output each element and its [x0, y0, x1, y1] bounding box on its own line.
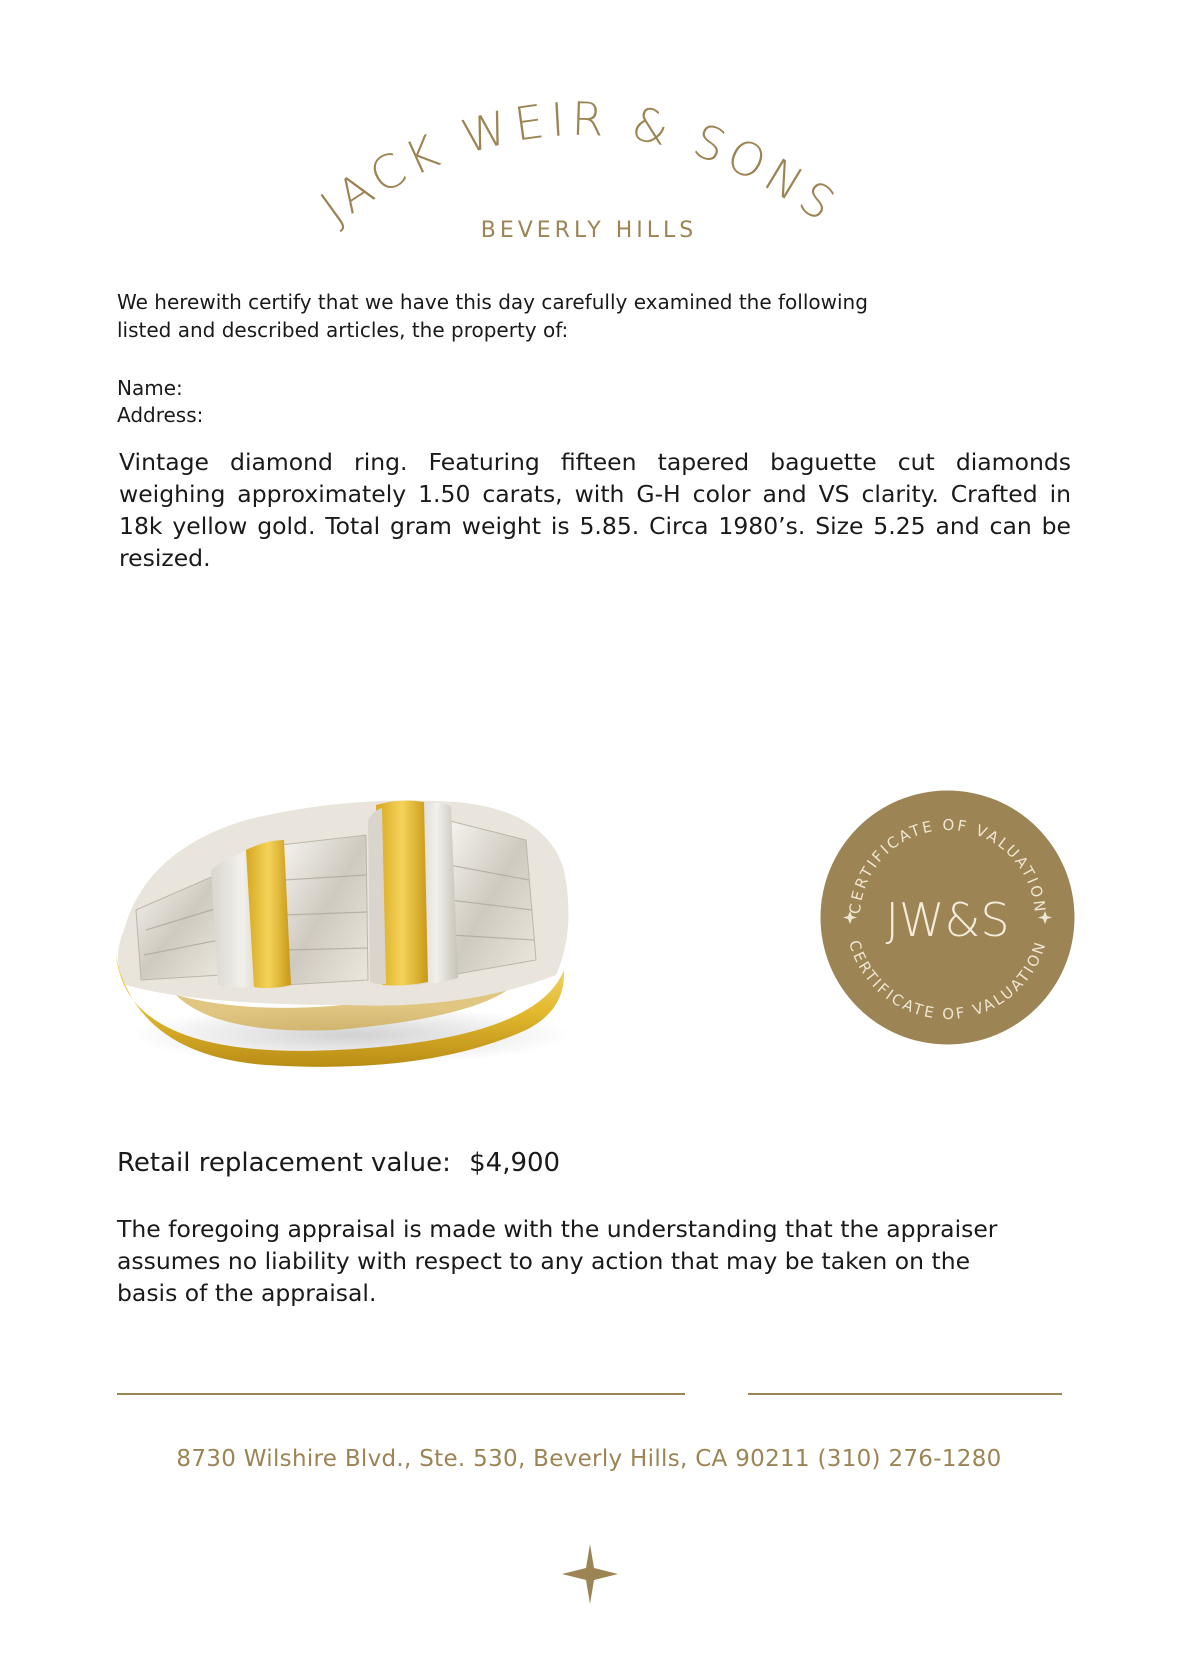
valuation-seal: [820, 790, 1075, 1045]
name-label: Name:: [117, 376, 183, 400]
ring-image: [106, 780, 586, 1080]
value-amount: $4,900: [469, 1148, 561, 1178]
four-point-star-icon: [562, 1544, 618, 1604]
brand-name: JACK WEIR & SONS: [310, 91, 850, 235]
seal-ring-text-top: CERTIFICATE OF VALUATION: [845, 815, 1050, 915]
appraisal-disclaimer: The foregoing appraisal is made with the understanding that the appraiser assumes no liability with respect to any action that may be taken on the basis of the appraisal.: [117, 1215, 998, 1307]
seal-ring-text-bottom: CERTIFICATE OF VALUATION: [845, 937, 1050, 1024]
item-description: Vintage diamond ring. Featuring fifteen tapered baguette cut diamonds weighing approximately 1.50 carats, with G-H color and VS clarity. Crafted in 18k yellow gold. Total gram weight is 5.85. Circa 1980’s. Size 5.25 and can be resized.: [119, 448, 1071, 572]
footer-address: 8730 Wilshire Blvd., Ste. 530, Beverly Hills, CA 90211 (310) 276-1280: [176, 1446, 1002, 1472]
seal-monogram: JW&S: [885, 893, 1010, 947]
certification-intro: We herewith certify that we have this day carefully examined the following listed and described articles, the property of:: [117, 290, 868, 342]
signature-line-left: [117, 1393, 685, 1395]
signature-line-right: [748, 1393, 1062, 1395]
replacement-value: [117, 1146, 560, 1180]
value-label: Retail replacement value:: [117, 1148, 451, 1178]
address-label: Address:: [117, 403, 204, 427]
brand-location: BEVERLY HILLS: [480, 218, 698, 243]
